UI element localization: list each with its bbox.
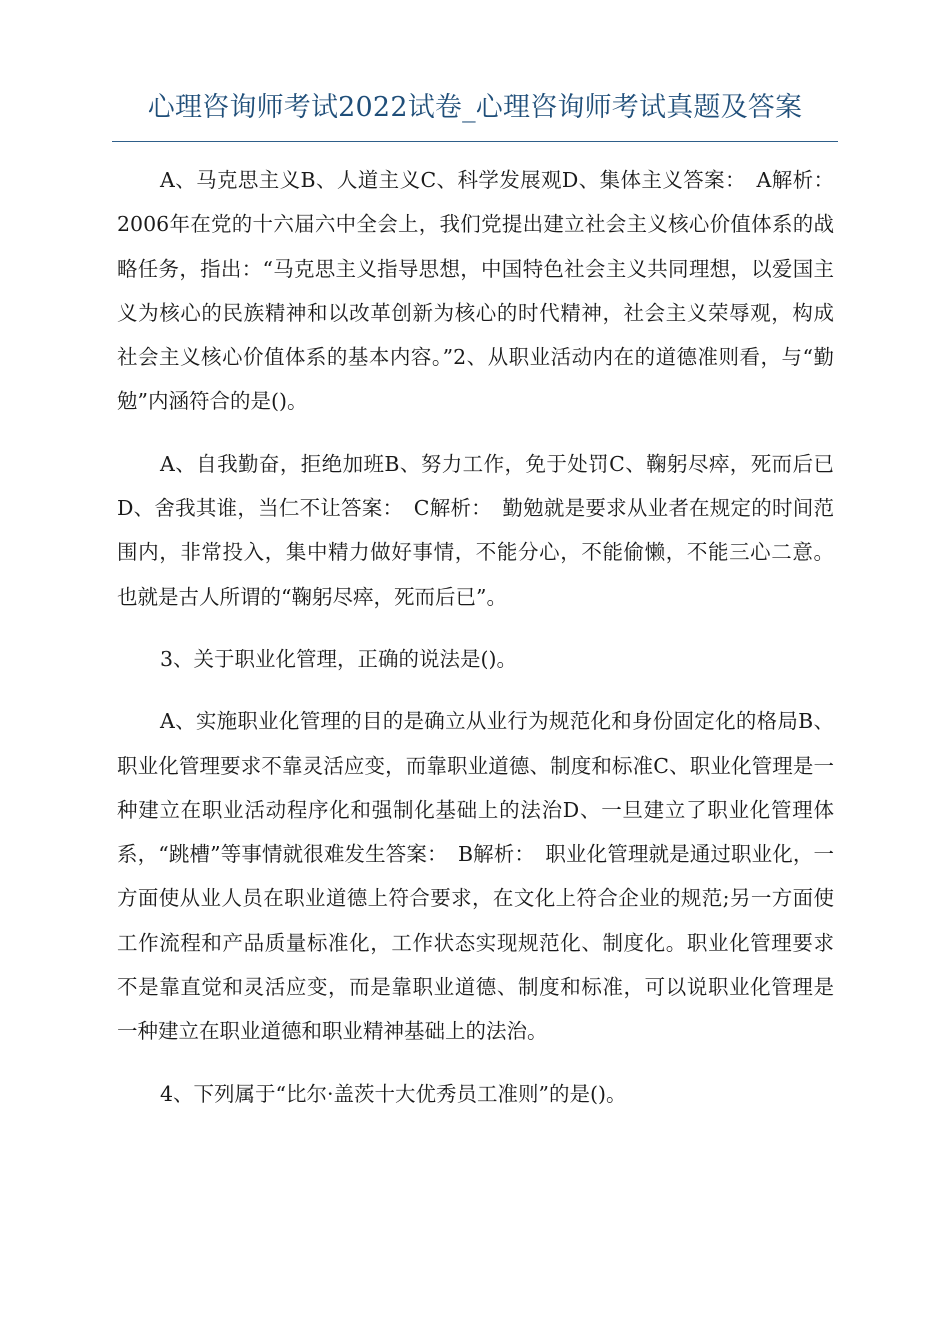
paragraph-4: A、实施职业化管理的目的是确立从业行为规范化和身份固定化的格局B、职业化管理要求不靠灵活应变，而靠职业道德、制度和标准C、职业化管理是一种建立在职业活动程序化和强制化基础上的法治D、一旦建立了职业化管理体系，“跳槽”等事情就很难发生答案： B解析： 职业化管理就是通过职业化，一方面使从业人员在职业道德上符合要求，在文化上符合企业的规范;另一方面使工作流程和产品质量标准化，工作状态实现规范化、制度化。职业化管理要求不是靠直觉和灵活应变，而是靠职业道德、制度和标准，可以说职业化管理是一种建立在职业道德和职业精神基础上的法治。: [117, 709, 834, 1044]
paragraph-1: A、马克思主义B、人道主义C、科学发展观D、集体主义答案： A解析：2006年在党的十六届六中全会上，我们党提出建立社会主义核心价值体系的战略任务，指出：“马克思主义指导思想，中国特色社会主义共同理想，以爱国主义为核心的民族精神和以改革创新为核心的时代精神，社会主义荣辱观，构成社会主义核心价值体系的基本内容。”2、从职业活动内在的道德准则看，与“勤勉”内涵符合的是()。: [117, 168, 834, 414]
paragraph-3: 3、关于职业化管理，正确的说法是()。: [160, 646, 518, 671]
title-divider: [112, 141, 838, 142]
document-title: 心理咨询师考试2022试卷_心理咨询师考试真题及答案: [147, 92, 803, 123]
paragraph-2: A、自我勤奋，拒绝加班B、努力工作，免于处罚C、鞠躬尽瘁，死而后已D、舍我其谁，当仁不让答案： C解析： 勤勉就是要求从业者在规定的时间范围内，非常投入，集中精力做好事情，不能分心，不能偷懒，不能三心二意。也就是古人所谓的“鞠躬尽瘁，死而后已”。: [117, 451, 834, 609]
paragraph-5: 4、下列属于“比尔·盖茨十大优秀员工准则”的是()。: [160, 1081, 627, 1106]
document-body: [117, 158, 834, 1116]
